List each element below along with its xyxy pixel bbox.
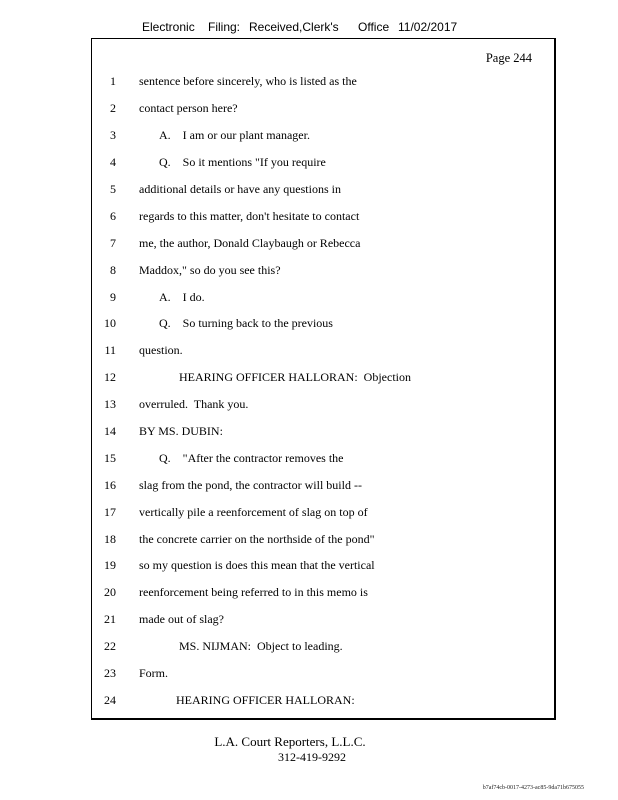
filing-header-electronic: Electronic	[142, 20, 195, 34]
line-number: 2	[110, 101, 116, 115]
line-text: contact person here?	[139, 101, 238, 115]
line-number: 22	[104, 639, 116, 653]
line-number: 24	[104, 693, 116, 707]
line-number: 4	[110, 155, 116, 169]
transcript-line-5	[92, 182, 554, 200]
transcript-line-20	[92, 585, 554, 603]
line-number: 20	[104, 585, 116, 599]
transcript-line-12	[92, 370, 554, 388]
transcript-line-19	[92, 558, 554, 576]
line-number: 8	[110, 263, 116, 277]
line-number: 12	[104, 370, 116, 384]
line-number: 11	[104, 343, 116, 357]
line-text: me, the author, Donald Claybaugh or Rebecca	[139, 236, 361, 250]
transcript-line-3	[92, 128, 554, 146]
transcript-line-2	[92, 101, 554, 119]
line-number: 13	[104, 397, 116, 411]
line-number: 14	[104, 424, 116, 438]
court-reporter-name: L.A. Court Reporters, L.L.C.	[214, 734, 366, 749]
line-number: 16	[104, 478, 116, 492]
transcript-line-18	[92, 532, 554, 550]
transcript-line-1	[92, 74, 554, 92]
transcript-line-7	[92, 236, 554, 254]
line-text: Form.	[139, 666, 169, 680]
line-text: reenforcement being referred to in this memo is	[139, 585, 368, 599]
line-text: sentence before sincerely, who is listed as the	[139, 74, 357, 88]
line-text: slag from the pond, the contractor will build --	[139, 478, 362, 492]
filing-header-received: Received,Clerk's	[249, 20, 339, 34]
line-number: 18	[104, 532, 116, 546]
line-number: 3	[110, 128, 116, 142]
line-text: Q. So it mentions "If you require	[159, 155, 326, 169]
line-text: additional details or have any questions in	[139, 182, 341, 196]
line-text: made out of slag?	[139, 612, 224, 626]
page-number: Page 244	[485, 51, 532, 65]
transcript-line-15	[92, 451, 554, 469]
transcript-line-24	[92, 693, 554, 711]
line-text: so my question is does this mean that the vertical	[139, 558, 375, 572]
transcript-line-22	[92, 639, 554, 657]
line-text: vertically pile a reenforcement of slag on top of	[139, 505, 368, 519]
transcript-line-23	[92, 666, 554, 684]
court-reporter-phone: 312-419-9292	[278, 750, 346, 764]
transcript-line-17	[92, 505, 554, 523]
document-hash: b7af74cb-0017-4273-ac85-9da71b675055	[482, 785, 584, 791]
line-number: 10	[104, 316, 116, 330]
line-number: 6	[110, 209, 116, 223]
filing-header-office: Office	[358, 20, 390, 34]
transcript-page	[91, 38, 556, 720]
line-number: 9	[110, 290, 116, 304]
line-text: regards to this matter, don't hesitate to contact	[139, 209, 360, 223]
line-number: 7	[110, 236, 116, 250]
transcript-line-13	[92, 397, 554, 415]
line-text: question.	[139, 343, 183, 357]
line-text: HEARING OFFICER HALLORAN:	[176, 693, 355, 707]
line-text: Q. So turning back to the previous	[159, 316, 333, 330]
transcript-line-14	[92, 424, 554, 442]
line-text: A. I am or our plant manager.	[159, 128, 310, 142]
line-number: 15	[104, 451, 116, 465]
line-text: Maddox," so do you see this?	[139, 263, 281, 277]
line-number: 19	[104, 558, 116, 572]
line-text: Q. "After the contractor removes the	[159, 451, 344, 465]
transcript-line-10	[92, 316, 554, 334]
line-text: A. I do.	[159, 290, 205, 304]
line-text: overruled. Thank you.	[139, 397, 249, 411]
transcript-line-6	[92, 209, 554, 227]
transcript-line-16	[92, 478, 554, 496]
line-number: 21	[104, 612, 116, 626]
transcript-line-21	[92, 612, 554, 630]
line-text: MS. NIJMAN: Object to leading.	[179, 639, 343, 653]
line-number: 5	[110, 182, 116, 196]
transcript-line-11	[92, 343, 554, 361]
transcript-line-4	[92, 155, 554, 173]
line-text: the concrete carrier on the northside of the pond"	[139, 532, 375, 546]
line-text: HEARING OFFICER HALLORAN: Objection	[179, 370, 411, 384]
transcript-line-8	[92, 263, 554, 281]
line-number: 23	[104, 666, 116, 680]
line-number: 1	[110, 74, 116, 88]
line-number: 17	[104, 505, 116, 519]
transcript-line-9	[92, 290, 554, 308]
filing-header-date: 11/02/2017	[398, 20, 458, 34]
filing-header-filing: Filing:	[208, 20, 241, 34]
line-text: BY MS. DUBIN:	[139, 424, 223, 438]
